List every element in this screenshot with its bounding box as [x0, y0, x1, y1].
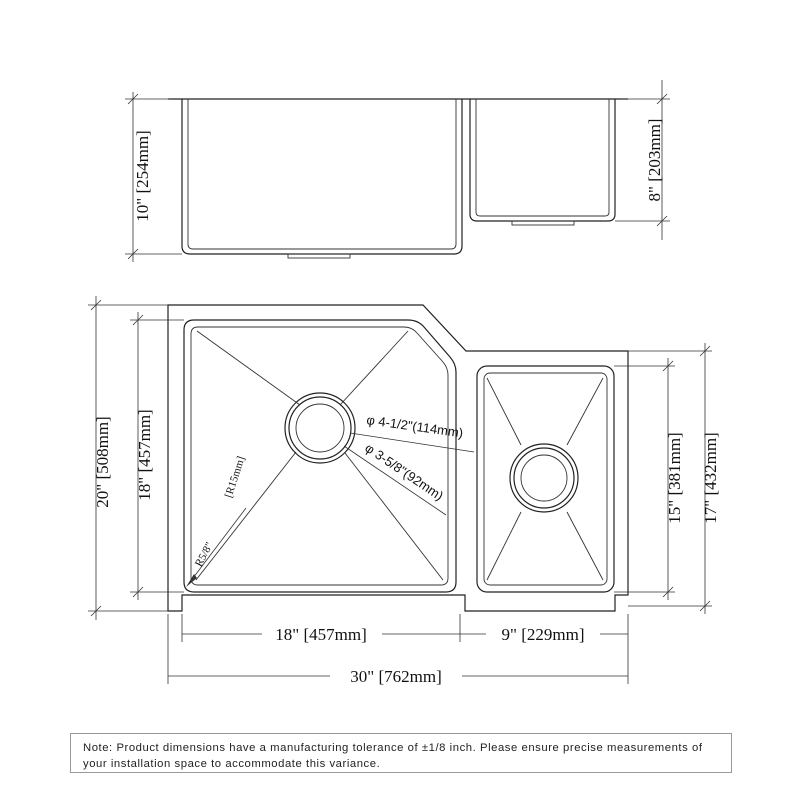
height-small-label: 8" [203mm] [645, 118, 664, 202]
radius-in-label: R5/8" [192, 540, 216, 569]
tolerance-note [70, 733, 732, 773]
side-view [125, 80, 670, 262]
drain-inner-label: φ 3-5/8"(92mm) [362, 440, 447, 504]
small-drain-mid [514, 448, 574, 508]
overall-depth-label: 20" [508mm] [93, 416, 112, 508]
large-drain-mid [289, 397, 351, 459]
radius-leader [190, 508, 246, 582]
small-bowl-depth-label: 15" [381mm] [665, 432, 684, 524]
note-line-1: Note: Product dimensions have a manufacturing tolerance of ±1/8 inch. Please ensure precise measurements of [83, 742, 703, 754]
side-small-bowl [470, 99, 615, 221]
overall-width-label: 30" [762mm] [350, 667, 442, 686]
small-bowl-width-label: 9" [229mm] [501, 625, 585, 644]
note-line-2: your installation space to accommodate this variance. [83, 758, 381, 770]
large-bowl [184, 320, 456, 592]
small-side-depth-label: 17" [432mm] [701, 432, 720, 524]
height-large-label: 10" [254mm] [133, 130, 152, 222]
top-view [88, 296, 720, 688]
large-bowl-depth-label: 18" [457mm] [135, 409, 154, 501]
radius-mm-label: [R15mm] [222, 454, 248, 500]
side-large-bowl [182, 99, 462, 254]
drain-outer-label: φ 4-1/2"(114mm) [365, 412, 465, 441]
small-drain-inner [521, 455, 567, 501]
large-bowl-width-label: 18" [457mm] [275, 625, 367, 644]
large-drain-outer [285, 393, 355, 463]
large-drain-inner [296, 404, 344, 452]
small-drain-outer [510, 444, 578, 512]
